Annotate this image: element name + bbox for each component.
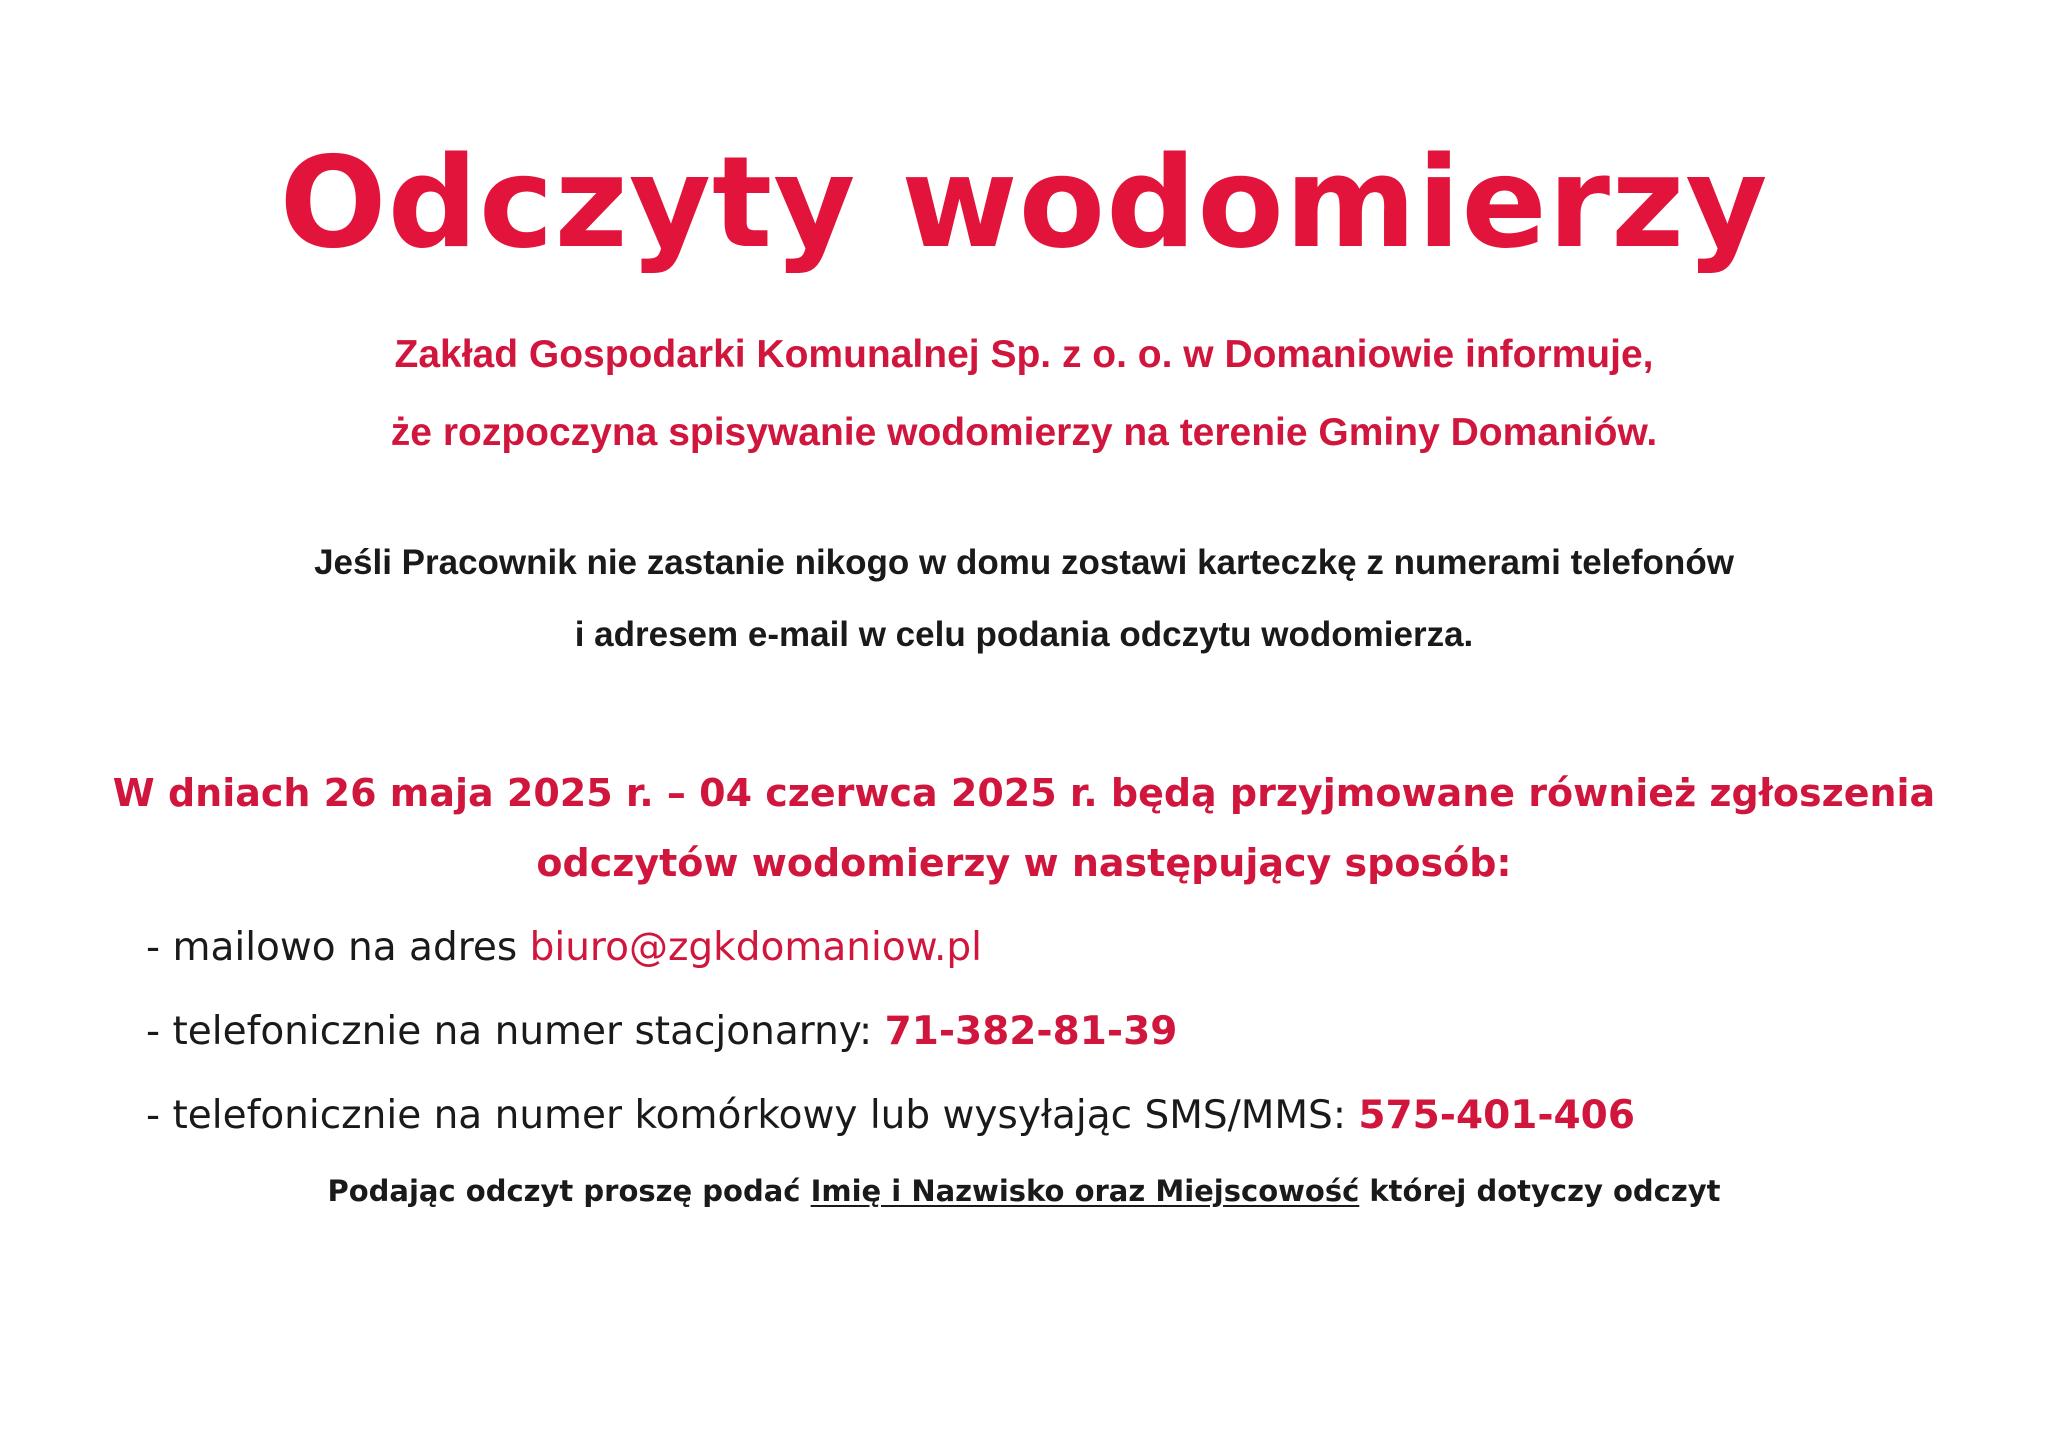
period-line-1: W dniach 26 maja 2025 r. – 04 czerwca 2025 r. będą przyjmowane również zgłoszenia: [112, 771, 1936, 815]
note-line-1: Jeśli Pracownik nie zastanie nikogo w domu zostawi karteczkę z numerami telefonów: [314, 543, 1734, 582]
intro-line-2: że rozpoczyna spisywanie wodomierzy na terenie Gminy Domaniów.: [390, 411, 1658, 454]
page-title: Odczyty wodomierzy: [279, 129, 1769, 276]
method-mobile-prefix: - telefonicznie na numer komórkowy lub wysyłając SMS/MMS:: [146, 1093, 1359, 1138]
footer-underlined: Imię i Nazwisko oraz Miejscowość: [810, 1174, 1360, 1208]
footer-instruction: [0, 1170, 2048, 1212]
footer-before: Podając odczyt proszę podać: [327, 1174, 811, 1208]
method-mobile: [146, 1090, 1996, 1142]
landline-number: 71-382-81-39: [884, 1009, 1178, 1054]
intro-line-1: Zakład Gospodarki Komunalnej Sp. z o. o. w Domaniowie informuje,: [394, 333, 1654, 376]
email-address: biuro@zgkdomaniow.pl: [529, 925, 982, 970]
note-line-2: i adresem e-mail w celu podania odczytu wodomierza.: [574, 615, 1474, 654]
method-email: [146, 922, 1996, 974]
period-line-2: odczytów wodomierzy w następujący sposób:: [536, 841, 1512, 885]
footer-after: której dotyczy odczyt: [1359, 1174, 1721, 1208]
method-email-prefix: - mailowo na adres: [146, 925, 530, 970]
method-landline: [146, 1006, 1996, 1058]
method-landline-prefix: - telefonicznie na numer stacjonarny:: [146, 1009, 885, 1054]
mobile-number: 575-401-406: [1358, 1093, 1635, 1138]
